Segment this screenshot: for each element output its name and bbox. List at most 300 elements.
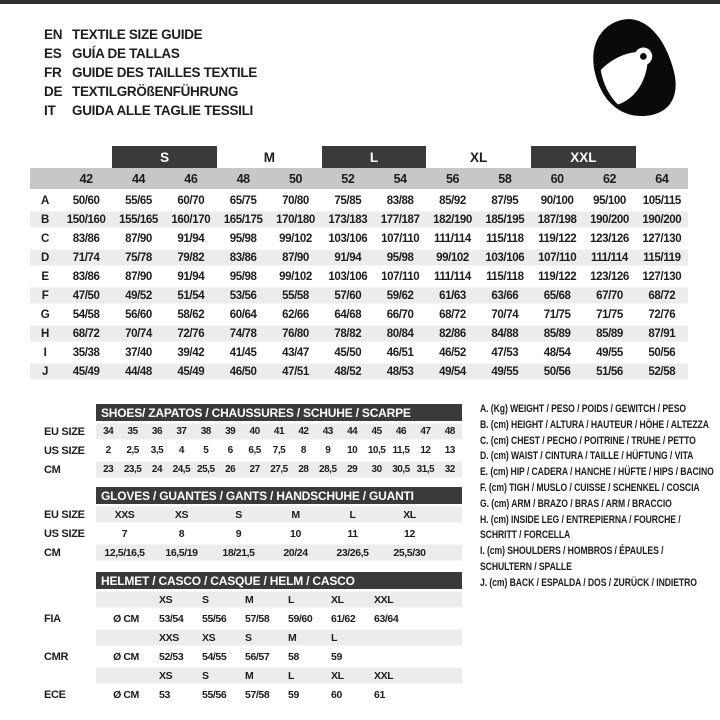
language-title: GUIDA ALLE TAGLIE TESSILI — [72, 103, 253, 118]
size-value: 58/62 — [177, 308, 205, 321]
title-spacer — [44, 572, 96, 589]
helmet-size: XS — [202, 631, 216, 644]
gloves-value: 25,5/30 — [393, 546, 426, 559]
size-value: 50/56 — [648, 346, 676, 359]
gloves-value: 23/26,5 — [336, 546, 369, 559]
row-label: B — [41, 213, 49, 226]
helmet-value: 60 — [331, 688, 342, 701]
size-value: 111/114 — [434, 232, 471, 245]
helmet-value: 63/64 — [374, 612, 399, 625]
gloves-value: 8 — [178, 527, 185, 540]
gloves-row — [44, 505, 462, 524]
language-item — [44, 101, 257, 120]
size-value: 84/88 — [491, 327, 519, 340]
shoes-value: 23,5 — [123, 464, 142, 475]
shoes-values-grid — [96, 460, 462, 479]
size-value: 83/86 — [72, 232, 100, 245]
gloves-value: 9 — [235, 527, 242, 540]
shoes-value: 2,5 — [126, 445, 139, 456]
legend-item: H. (cm) INSIDE LEG / ENTREPIERNA / FOURCHE / SCHRITT / FORCELLA — [480, 513, 681, 542]
helmet-value: 55/56 — [202, 612, 227, 625]
size-value: 55/58 — [282, 289, 309, 302]
size-value: 48/54 — [543, 346, 571, 359]
size-value: 160/170 — [171, 213, 211, 226]
size-value: 64/68 — [334, 308, 362, 321]
column-header: 60 — [550, 171, 564, 186]
column-header: 52 — [341, 171, 355, 186]
size-value: 99/102 — [436, 251, 469, 264]
shoes-value: 43 — [322, 426, 333, 437]
gloves-value: 7 — [121, 527, 128, 540]
shoes-value: 8 — [300, 445, 306, 456]
size-value: 99/102 — [279, 232, 312, 245]
helmet-value: 59 — [331, 650, 342, 663]
size-value: 50/56 — [543, 365, 571, 378]
racing-helmet-icon — [580, 14, 684, 133]
size-value: 91/94 — [177, 232, 205, 245]
helmet-size: XXS — [159, 631, 179, 644]
size-value: 111/114 — [434, 270, 471, 283]
shoes-value: 27,5 — [270, 464, 288, 475]
size-row-h — [30, 324, 688, 343]
helmet-values-grid — [96, 647, 462, 666]
shoes-value: 12 — [420, 445, 431, 456]
language-item — [44, 82, 257, 101]
legend-item: A. (Kg) WEIGHT / PESO / POIDS / GEWITCH / PESO — [480, 403, 687, 415]
column-header: 50 — [288, 171, 303, 186]
size-value: 47/53 — [491, 346, 519, 359]
helmet-value: 53 — [159, 688, 170, 701]
size-value: 190/200 — [590, 213, 629, 226]
size-value: 46/52 — [439, 346, 466, 359]
size-value: 83/88 — [386, 194, 414, 207]
top-rule — [0, 0, 720, 4]
size-value: 45/49 — [72, 365, 100, 378]
size-value: 123/126 — [590, 270, 629, 283]
size-row-j — [30, 362, 688, 381]
size-value: 71/74 — [72, 251, 100, 264]
size-value: 83/86 — [229, 251, 257, 264]
shoes-value: 7,5 — [272, 445, 286, 456]
language-code: DE — [44, 84, 63, 99]
size-value: 119/122 — [538, 232, 577, 245]
shoes-value: 4 — [178, 445, 184, 456]
helmet-value: 59/60 — [288, 612, 313, 625]
helmet-unit-label: Ø CM — [113, 688, 139, 701]
language-item — [44, 44, 257, 63]
row-label: A — [41, 194, 49, 207]
gloves-row-values — [96, 524, 462, 543]
size-value: 44/48 — [125, 365, 152, 378]
size-value: 127/130 — [642, 270, 682, 283]
size-value: 87/90 — [125, 270, 152, 283]
size-value: 173/183 — [328, 213, 368, 226]
helmet-value — [371, 647, 414, 666]
helmet-size: S — [202, 669, 209, 682]
size-value: 95/100 — [593, 194, 626, 207]
helmet-value-row-values — [96, 647, 462, 666]
size-value: 67/70 — [596, 289, 623, 302]
size-value: 61/63 — [439, 289, 466, 302]
size-row-f — [30, 286, 688, 305]
size-row-d — [30, 248, 688, 267]
shoes-row-label: EU SIZE — [44, 425, 85, 438]
gloves-value: 10 — [290, 527, 301, 540]
helmet-value-row-values — [96, 685, 462, 704]
column-header: 44 — [131, 171, 146, 186]
helmet-size-row-values — [96, 628, 462, 647]
shoes-value: 25,5 — [197, 464, 215, 475]
size-value: 70/74 — [491, 308, 519, 321]
shoes-row-label: CM — [44, 463, 61, 476]
size-value: 76/80 — [282, 327, 309, 340]
size-value: 66/70 — [386, 308, 414, 321]
language-code: EN — [44, 27, 63, 42]
helmet-value: 58 — [288, 650, 299, 663]
size-value: 45/50 — [334, 346, 362, 359]
shoes-value: 46 — [395, 426, 407, 437]
size-value: 35/38 — [72, 346, 100, 359]
size-value: 107/110 — [381, 270, 420, 283]
size-value: 46/51 — [386, 346, 414, 359]
shoes-value: 26 — [225, 464, 236, 475]
legend-item: J. (cm) BACK / ESPALDA / DOS / ZURÜCK / INDIETRO — [480, 576, 697, 589]
shoes-value: 40 — [249, 426, 260, 437]
size-row-i — [30, 343, 688, 362]
shoes-value: 32 — [444, 464, 455, 475]
shoes-value: 23 — [103, 464, 114, 475]
language-title: TEXTILE SIZE GUIDE — [72, 27, 203, 42]
shoes-value: 13 — [444, 445, 455, 456]
helmet-table-body — [44, 590, 462, 704]
shoes-value: 35 — [127, 426, 138, 437]
legend-item: F. (cm) TIGH / MUSLO / CUISSE / SCHENKEL / COSCIA — [480, 481, 700, 494]
legend-item: G. (cm) ARM / BRAZO / BRAS / ARM / BRACCIO — [480, 497, 672, 510]
helmet-value: 59 — [288, 688, 299, 701]
size-value: 47/51 — [282, 365, 309, 378]
helmet-unit-spacer — [96, 666, 156, 685]
gloves-values-grid — [96, 524, 462, 543]
size-value: 52/58 — [648, 365, 676, 378]
corner-cell — [30, 168, 60, 189]
gloves-value: XXS — [114, 508, 135, 521]
size-value: 37/40 — [125, 346, 152, 359]
row-label: F — [41, 289, 49, 302]
column-header: 64 — [655, 171, 669, 186]
gloves-value: 18/21,5 — [222, 546, 255, 559]
size-value: 70/80 — [282, 194, 309, 207]
helmet-unit-spacer — [96, 590, 156, 609]
size-value: 103/106 — [328, 270, 368, 283]
column-header: 62 — [602, 171, 617, 186]
size-value: 50/60 — [72, 194, 100, 207]
legend-item: B. (cm) HEIGHT / ALTURA / HAUTEUR / HÖHE / ALTEZZA — [480, 418, 709, 431]
helmet-standard-label: CMR — [44, 650, 69, 663]
gloves-values-grid — [96, 543, 462, 562]
size-value: 39/42 — [177, 346, 205, 359]
shoes-value: 37 — [176, 426, 187, 437]
size-value: 85/92 — [439, 194, 466, 207]
language-item — [44, 25, 257, 44]
helmet-size: XS — [159, 593, 173, 606]
gloves-value: XS — [174, 508, 189, 521]
shoes-value: 3,5 — [150, 445, 164, 456]
size-value: 87/91 — [648, 327, 676, 340]
size-value: 95/98 — [386, 251, 414, 264]
shoes-row-values — [96, 441, 462, 460]
helmet-values-grid — [96, 685, 462, 704]
helmet-size: XXL — [374, 593, 394, 606]
size-value: 60/64 — [229, 308, 257, 321]
shoes-table-body — [44, 422, 462, 479]
shoes-row-values — [96, 422, 462, 441]
size-value: 103/106 — [485, 251, 525, 264]
shoes-value: 42 — [298, 426, 309, 437]
size-value: 90/100 — [540, 194, 574, 207]
size-value: 74/78 — [229, 327, 257, 340]
language-list — [44, 25, 257, 120]
shoes-value: 9 — [325, 445, 331, 456]
language-code: FR — [44, 65, 62, 80]
helmet-value-row-values — [96, 609, 462, 628]
language-title: TEXTILGRÖßENFÜHRUNG — [72, 84, 239, 99]
helmet-size — [371, 628, 414, 647]
size-value: 65/75 — [229, 194, 257, 207]
measurement-legend — [480, 402, 720, 592]
gloves-row-values — [96, 543, 462, 562]
size-value: 185/195 — [485, 213, 525, 226]
gloves-value: 12,5/16,5 — [104, 546, 145, 559]
size-value: 91/94 — [177, 270, 205, 283]
shoes-value: 47 — [420, 426, 431, 437]
size-band-s: S — [112, 146, 217, 168]
size-value: 127/130 — [642, 232, 682, 245]
shoes-row-values — [96, 460, 462, 479]
size-value: 155/165 — [119, 213, 158, 226]
language-item — [44, 63, 257, 82]
shoes-table-title: SHOES/ ZAPATOS / CHAUSSURES / SCHUHE / SCARPE — [96, 404, 462, 421]
gloves-row — [44, 543, 462, 562]
size-row-b — [30, 210, 688, 229]
size-value: 85/89 — [596, 327, 623, 340]
size-value: 57/60 — [334, 289, 362, 302]
language-title: GUÍA DE TALLAS — [72, 46, 180, 61]
shoes-value: 24 — [151, 464, 163, 475]
shoes-value: 41 — [273, 426, 285, 437]
row-label: D — [41, 251, 49, 264]
helmet-table — [44, 572, 462, 704]
size-value: 170/180 — [276, 213, 315, 226]
row-label: J — [42, 365, 48, 378]
helmet-unit-label: Ø CM — [113, 650, 139, 663]
shoes-value: 34 — [103, 426, 114, 437]
size-value: 95/98 — [229, 270, 257, 283]
helmet-size-row-spacer — [44, 590, 96, 609]
size-band-xxl: XXL — [531, 146, 636, 168]
size-band-l: L — [322, 146, 427, 168]
helmet-size-row — [44, 628, 462, 647]
helmet-size-row-spacer — [44, 666, 96, 685]
helmet-value: 56/57 — [245, 650, 270, 663]
shoes-value: 28 — [298, 464, 309, 475]
shoes-value: 36 — [151, 426, 163, 437]
helmet-value: 61/62 — [331, 612, 356, 625]
size-value: 95/98 — [229, 232, 257, 245]
column-header: 46 — [184, 171, 198, 186]
size-value: 53/56 — [229, 289, 257, 302]
size-value: 72/76 — [177, 327, 205, 340]
size-value: 80/84 — [386, 327, 414, 340]
size-value: 71/75 — [596, 308, 623, 321]
size-value: 75/85 — [334, 194, 362, 207]
row-label: G — [40, 308, 50, 321]
size-value: 56/60 — [125, 308, 152, 321]
shoes-value: 29 — [347, 464, 358, 475]
shoes-value: 6 — [227, 445, 233, 456]
size-value: 190/200 — [642, 213, 682, 226]
column-header: 42 — [79, 171, 93, 186]
helmet-size: L — [288, 669, 295, 682]
size-value: 79/82 — [177, 251, 205, 264]
helmet-size: XL — [331, 669, 344, 682]
helmet-size: XS — [159, 669, 173, 682]
size-value: 119/122 — [538, 270, 577, 283]
legend-item: C. (cm) CHEST / PECHO / POITRINE / TRUHE / PETTO — [480, 434, 696, 447]
helmet-size: L — [331, 631, 338, 644]
helmet-value: 57/58 — [245, 612, 270, 625]
helmet-sizes-grid — [96, 590, 462, 609]
size-value: 83/86 — [72, 270, 100, 283]
gloves-value: 16,5/19 — [165, 546, 198, 559]
size-value: 43/47 — [282, 346, 309, 359]
size-value: 82/86 — [439, 327, 466, 340]
row-label: H — [41, 327, 49, 340]
helmet-value: 55/56 — [202, 688, 227, 701]
main-size-table — [30, 146, 688, 381]
helmet-size: S — [202, 593, 209, 606]
size-value: 105/115 — [642, 194, 681, 207]
size-value: 115/118 — [486, 232, 524, 245]
legend-item: E. (cm) HIP / CADERA / HANCHE / HÜFTE / HIPS / BACINO — [480, 466, 714, 479]
title-spacer — [44, 487, 96, 504]
shoes-value: 24,5 — [172, 464, 191, 475]
shoes-values-grid — [96, 422, 462, 441]
helmet-size-row-spacer — [44, 628, 96, 647]
main-size-table-body — [30, 191, 688, 381]
size-row-e — [30, 267, 688, 286]
helmet-values-grid — [96, 609, 462, 628]
helmet-standard-label: ECE — [44, 688, 66, 701]
measurement-legend-items — [480, 402, 716, 592]
size-value: 68/72 — [439, 308, 466, 321]
size-value: 103/106 — [328, 232, 368, 245]
helmet-size: L — [288, 593, 295, 606]
gloves-value: L — [349, 508, 356, 521]
size-value: 87/90 — [125, 232, 152, 245]
shoes-values-grid — [96, 441, 462, 460]
helmet-size-row — [44, 666, 462, 685]
helmet-size-row-values — [96, 666, 462, 685]
row-label: I — [43, 346, 47, 359]
size-value: 71/75 — [543, 308, 571, 321]
shoes-value: 31,5 — [416, 464, 435, 475]
size-value: 68/72 — [648, 289, 676, 302]
helmet-size: M — [245, 669, 254, 682]
shoes-row — [44, 422, 462, 441]
size-value: 87/90 — [282, 251, 309, 264]
size-value: 48/53 — [386, 365, 414, 378]
size-value: 49/54 — [439, 365, 466, 378]
helmet-value: 52/53 — [159, 650, 184, 663]
gloves-table-body — [44, 505, 462, 562]
row-label: C — [41, 232, 49, 245]
helmet-size: M — [245, 593, 254, 606]
gloves-value: M — [291, 508, 300, 521]
language-code: ES — [44, 46, 62, 61]
size-value: 150/160 — [66, 213, 106, 226]
helmet-value: 57/58 — [245, 688, 270, 701]
lower-tables — [44, 404, 462, 704]
size-value: 60/70 — [177, 194, 205, 207]
size-value: 70/74 — [125, 327, 152, 340]
shoes-table — [44, 404, 462, 479]
size-value: 87/95 — [491, 194, 519, 207]
size-value: 99/102 — [279, 270, 312, 283]
size-value: 49/55 — [491, 365, 519, 378]
size-value: 91/94 — [334, 251, 362, 264]
helmet-sizes-grid — [96, 628, 462, 647]
shoes-row — [44, 441, 462, 460]
legend-item: D. (cm) WAIST / CINTURA / TAILLE / HÜFTUNG / VITA — [480, 450, 694, 463]
shoes-value: 39 — [225, 426, 236, 437]
shoes-row-label: US SIZE — [44, 444, 85, 457]
size-value: 107/110 — [538, 251, 577, 264]
row-label: E — [41, 270, 49, 283]
shoes-value: 2 — [105, 445, 111, 456]
size-value: 177/187 — [380, 213, 420, 226]
shoes-value: 5 — [203, 445, 209, 456]
size-value: 65/68 — [543, 289, 571, 302]
helmet-value: 61 — [374, 688, 385, 701]
column-header: 58 — [498, 171, 512, 186]
helmet-size-row-values — [96, 590, 462, 609]
shoes-value: 30 — [371, 464, 382, 475]
size-value: 47/50 — [72, 289, 100, 302]
size-row-a — [30, 191, 688, 210]
shoes-row — [44, 460, 462, 479]
helmet-unit-spacer — [96, 628, 156, 647]
main-column-header-row — [30, 168, 688, 189]
size-value: 187/198 — [537, 213, 577, 226]
size-value: 49/55 — [596, 346, 623, 359]
helmet-value: 54/55 — [202, 650, 227, 663]
language-title: GUIDE DES TAILLES TEXTILE — [72, 65, 258, 80]
size-value: 49/52 — [125, 289, 152, 302]
gloves-table — [44, 487, 462, 562]
size-value: 78/82 — [334, 327, 362, 340]
gloves-table-title: GLOVES / GUANTES / GANTS / HANDSCHUHE / GUANTI — [96, 487, 462, 504]
gloves-value: 12 — [404, 527, 415, 540]
shoes-value: 28,5 — [319, 464, 337, 475]
shoes-value: 45 — [371, 426, 382, 437]
size-value: 51/56 — [596, 365, 623, 378]
legend-item: I. (cm) SHOULDERS / HOMBROS / ÉPAULES / SCHULTERN / SPALLE — [480, 545, 664, 573]
size-value: 54/58 — [72, 308, 100, 321]
size-value: 41/45 — [229, 346, 257, 359]
column-header: 54 — [393, 171, 407, 186]
helmet-size-row — [44, 590, 462, 609]
size-value: 123/126 — [590, 232, 629, 245]
